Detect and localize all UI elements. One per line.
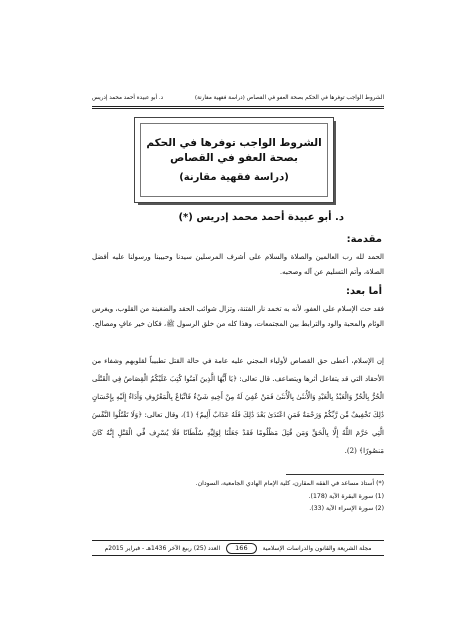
page-number: 166 (226, 543, 256, 554)
header-rule (92, 106, 384, 107)
title-box (134, 117, 334, 203)
footnote-2: (2) سورة الإسراء الآية (33). (309, 505, 384, 512)
quran-verse-paragraph: إن الإسلام، أعطى حق القصاص لأولياء المجني عليه عامة في حالة القتل تطبيباً لقلوبهم وشفاء من الأحقاد التي قد يتفاعل أثرها ويتضاعف. قال تعالى: ﴿يَا أَيُّهَا الَّذِينَ آمَنُوا كُتِبَ عَلَيْكُمُ الْقِصَاصُ فِي الْقَتْلَى الْحُرُّ بِالْحُرِّ وَالْعَبْدُ بِالْعَبْدِ وَالْأُنثَىٰ بِالْأُنثَىٰ فَمَنْ عُفِيَ لَهُ مِنْ أَخِيهِ شَيْءٌ فَاتِّبَاعٌ بِالْمَعْرُوفِ وَأَدَاءٌ إِلَيْهِ بِإِحْسَانٍ ذَٰلِكَ تَخْفِيفٌ مِّن رَّبِّكُمْ وَرَحْمَةٌ فَمَنِ اعْتَدَىٰ بَعْدَ ذَٰلِكَ فَلَهُ عَذَابٌ أَلِيمٌ﴾ (1)، وقال تعالى: ﴿وَلَا تَقْتُلُوا النَّفْسَ الَّتِي حَرَّمَ اللَّهُ إِلَّا بِالْحَقِّ وَمَن قُتِلَ مَظْلُومًا فَقَدْ جَعَلْنَا لِوَلِيِّهِ سُلْطَانًا فَلَا يُسْرِف فِّي الْقَتْلِ إِنَّهُ كَانَ مَنصُورًا﴾ (2). (92, 357, 384, 455)
author-name: د. أبو عبيدة أحمد محمد إدريس (*) (178, 212, 344, 223)
header-rule-double (92, 108, 384, 109)
amma-baad-paragraph: فقد حث الإسلام على العفو، لأنه به تخمد نار الفتنة، وتزال شوائب الحقد والضغينة من القلوب، ويغرس الوئام والمحبة والود والترابط بين المجتمعات، وهذا كله من خلق الرسول ﷺ، فكان خير عافٍ ومصالح. (92, 305, 384, 328)
footnote-separator (286, 474, 384, 475)
title-box-inner (140, 123, 328, 197)
footer-journal: مجلة الشريعة والقانون والدراسات الإسلامية (262, 544, 372, 552)
amma-baad-heading: أما بعد: (345, 286, 382, 297)
footer-issue: العدد (25) ربيع الآخر 1436هـ - فبراير 2015م (104, 544, 221, 552)
page-footer (92, 540, 384, 556)
footnote-1: (1) سورة البقرة الآية (178). (308, 493, 384, 500)
title-line-2: بصحة العفو في القصاص (170, 151, 298, 164)
title-line-1: الشروط الواجب توفرها في الحكم (146, 136, 322, 149)
footnote-author: (*) أستاذ مساعد في الفقه المقارن، كلية الإمام الهادي الجامعية، السودان. (195, 480, 384, 487)
intro-paragraph: الحمد لله رب العالمين والصلاة والسلام على أشرف المرسلين سيدنا وحبيبنا ورسولنا عليه أفضل الصلاة، وأتم التسليم عن آله وصحبه. (92, 253, 384, 276)
running-header (92, 92, 384, 104)
running-header-title: الشروط الواجب توفرها في الحكم بصحة العفو في القصاص (دراسة فقهية مقارنة) (194, 95, 384, 101)
document-page (92, 92, 384, 560)
intro-heading: مقدمة: (346, 234, 382, 245)
running-header-author: د. أبو عبيدة أحمد محمد إدريس (92, 95, 164, 101)
title-subtitle: (دراسة فقهية مقارنة) (179, 171, 289, 183)
